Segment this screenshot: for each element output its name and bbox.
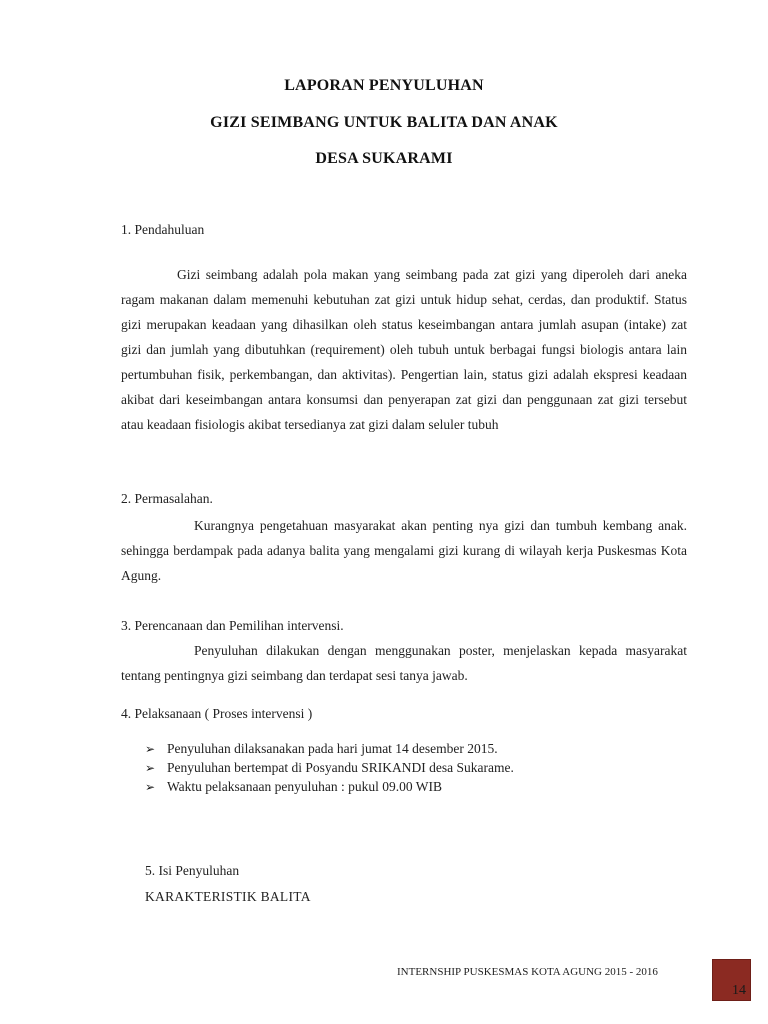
section-1-paragraph: [121, 262, 687, 437]
section-3-paragraph: [121, 638, 687, 688]
page-number-box: [712, 959, 751, 1001]
section-5-heading: 5. Isi Penyuluhan: [145, 863, 240, 878]
section-1-text: Gizi seimbang adalah pola makan yang seimbang pada zat gizi yang diperoleh dari aneka ragam makanan dalam memenuhi kebutuhan zat gizi untuk hidup sehat, cerdas, dan produktif. Status gizi merupakan keadaan yang dihasilkan oleh status keseimbangan antara jumlah asupan (intake) zat gizi dan jumlah yang dibutuhkan (requirement) oleh tubuh untuk berbagai fungsi biologis antara lain pertumbuhan fisik, perkembangan, dan aktivitas). Pengertian lain, status gizi adalah ekspresi keadaan akibat dari keseimbangan antara konsumsi dan penyerapan zat gizi dan penggunaan zat gizi tersebut atau keadaan fisiologis akibat tersedianya zat gizi dalam seluler tubuh: [121, 267, 687, 432]
section-2-text: Kurangnya pengetahuan masyarakat akan penting nya gizi dan tumbuh kembang anak. sehingga berdampak pada adanya balita yang mengalami gizi kurang di wilayah kerja Puskesmas Kota Agung.: [121, 518, 687, 583]
list-item: [145, 777, 514, 796]
document-title-line-1: LAPORAN PENYULUHAN: [284, 77, 484, 94]
section-4-heading: 4. Pelaksanaan ( Proses intervensi ): [121, 706, 313, 721]
arrow-bullet-icon: ➢: [145, 780, 156, 794]
document-title-line-2: GIZI SEIMBANG UNTUK BALITA DAN ANAK: [210, 114, 558, 131]
section-2-paragraph: [121, 513, 687, 588]
list-item: [145, 739, 514, 758]
section-3-heading: 3. Perencanaan dan Pemilihan intervensi.: [121, 618, 344, 633]
page-number: 14: [732, 983, 746, 998]
document-title-line-3: DESA SUKARAMI: [315, 150, 453, 167]
bullet-text: Penyuluhan bertempat di Posyandu SRIKANDI desa Sukarame.: [167, 760, 514, 775]
section-5-subheading: KARAKTERISTIK BALITA: [145, 889, 311, 904]
section-1-heading: 1. Pendahuluan: [121, 222, 205, 237]
footer-text: INTERNSHIP PUSKESMAS KOTA AGUNG 2015 - 2016: [397, 966, 658, 978]
bullet-text: Penyuluhan dilaksanakan pada hari jumat 14 desember 2015.: [167, 741, 498, 756]
section-3-text: Penyuluhan dilakukan dengan menggunakan poster, menjelaskan kepada masyarakat tentang pentingnya gizi seimbang dan terdapat sesi tanya jawab.: [121, 643, 687, 683]
arrow-bullet-icon: ➢: [145, 742, 156, 756]
section-4-bullet-list: [145, 739, 514, 796]
section-2-heading: 2. Permasalahan.: [121, 491, 213, 506]
bullet-text: Waktu pelaksanaan penyuluhan : pukul 09.00 WIB: [167, 779, 442, 794]
arrow-bullet-icon: ➢: [145, 761, 156, 775]
list-item: [145, 758, 514, 777]
